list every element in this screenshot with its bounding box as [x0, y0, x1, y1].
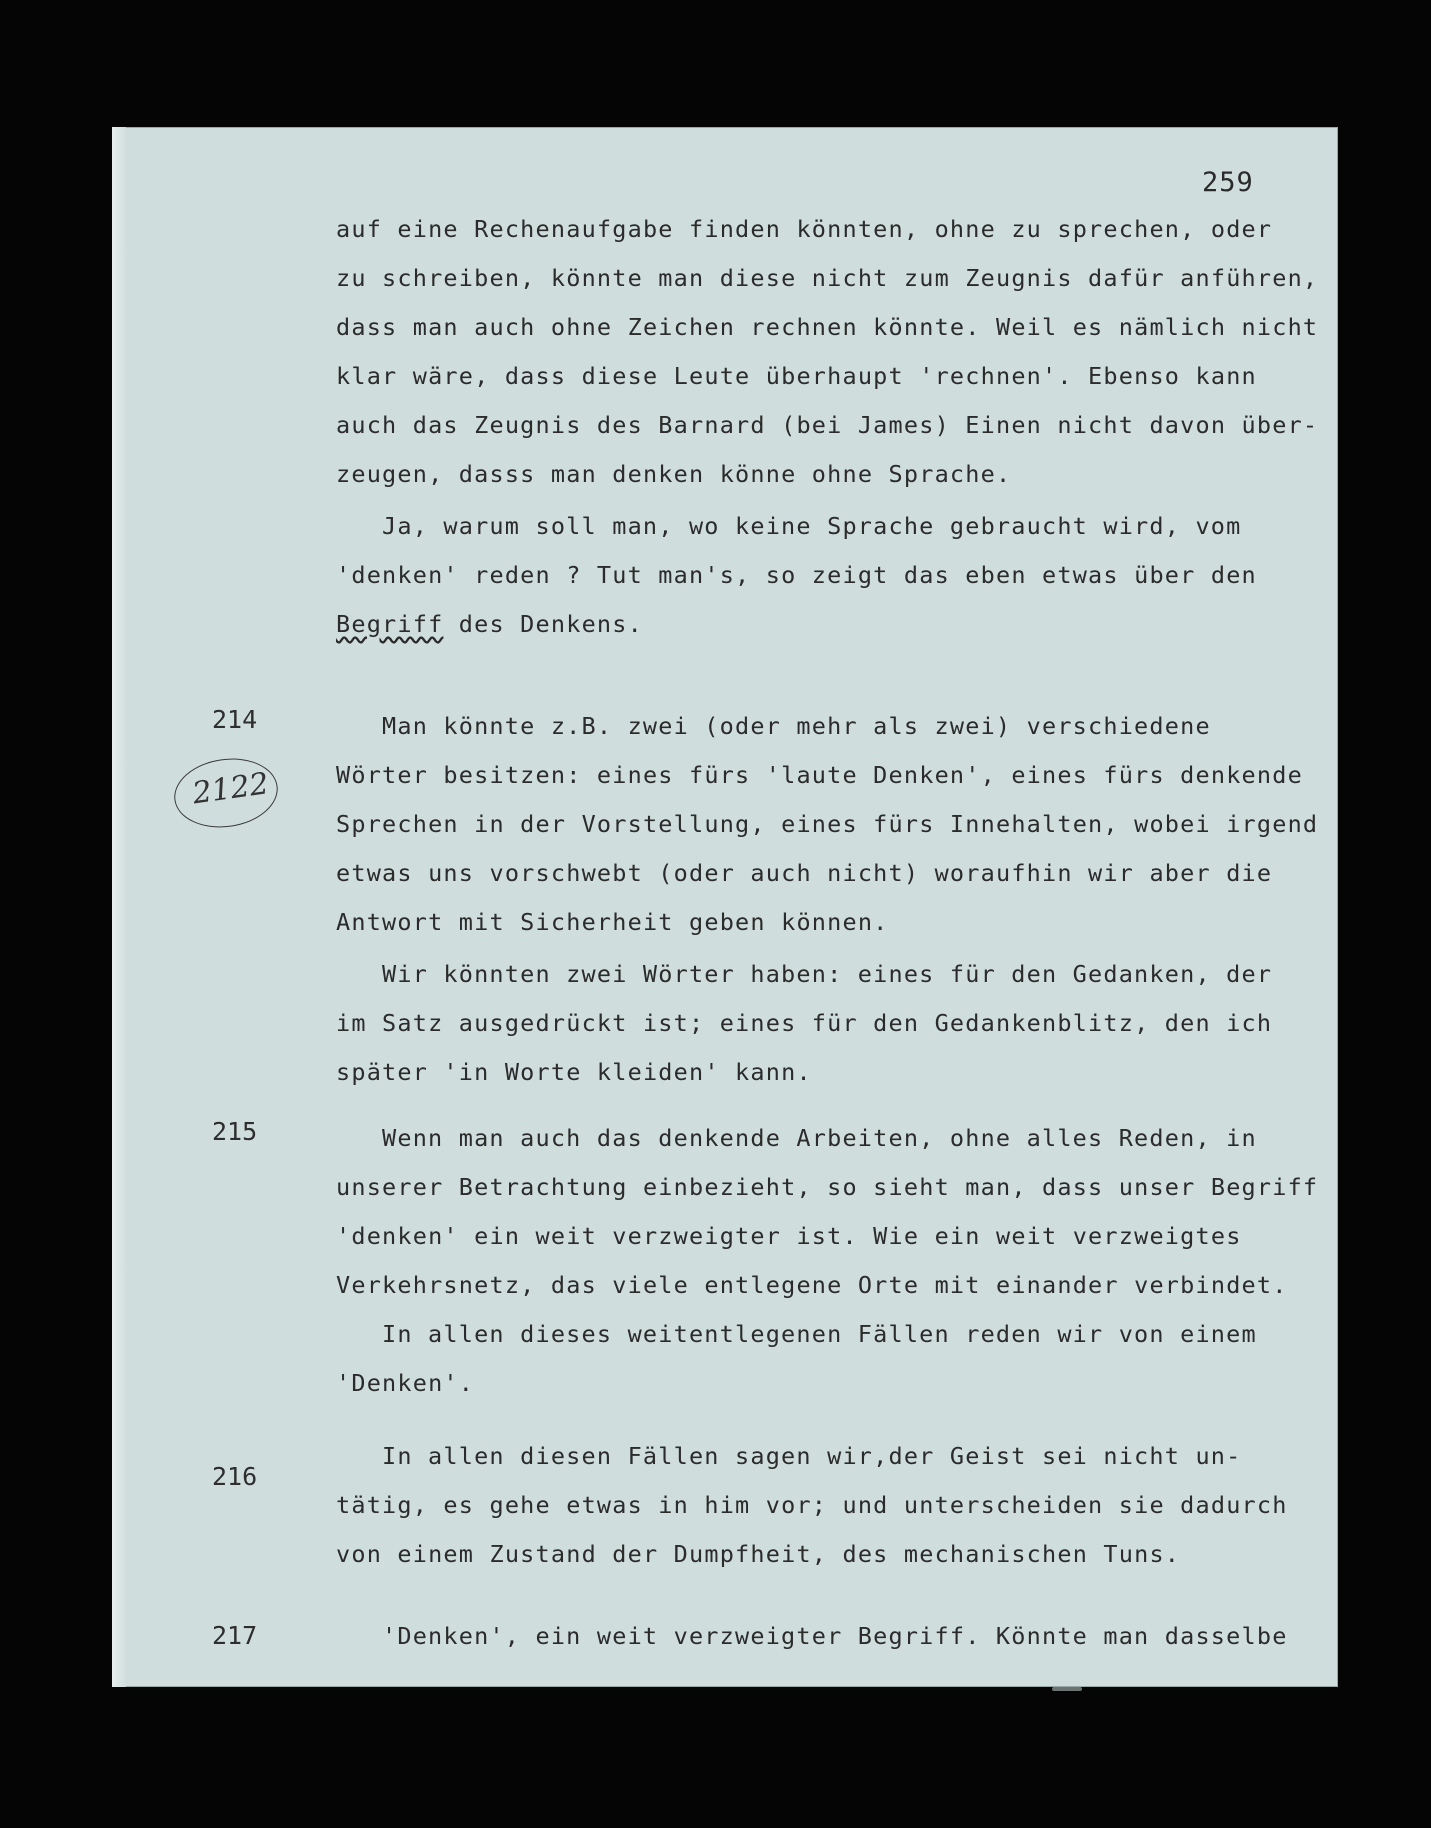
text-line: Wenn man auch das denkende Arbeiten, ohne alles Reden, in — [382, 1124, 1257, 1152]
text-line: auch das Zeugnis des Barnard (bei James) Einen nicht davon über- — [336, 411, 1319, 439]
text-line: tätig, es gehe etwas in him vor; und unterscheiden sie dadurch — [336, 1491, 1288, 1519]
margin-number: 216 — [212, 1462, 258, 1491]
text-line: Wir könnten zwei Wörter haben: eines für den Gedanken, der — [382, 960, 1273, 988]
text-line: im Satz ausgedrückt ist; eines für den Gedankenblitz, den ich — [336, 1009, 1273, 1037]
text-line: klar wäre, dass diese Leute überhaupt 'rechnen'. Ebenso kann — [336, 362, 1257, 390]
page-number: 259 — [1202, 167, 1254, 198]
text-line: 'Denken'. — [336, 1369, 475, 1397]
text-line: 'Denken', ein weit verzweigter Begriff. Könnte man dasselbe — [382, 1622, 1288, 1650]
typescript-page — [112, 127, 1338, 1687]
margin-number: 215 — [212, 1117, 258, 1146]
margin-number: 214 — [212, 705, 258, 734]
text-line: etwas uns vorschwebt (oder auch nicht) woraufhin wir aber die — [336, 859, 1273, 887]
text-line: Wörter besitzen: eines fürs 'laute Denken', eines fürs denkende — [336, 761, 1303, 789]
text-line: von einem Zustand der Dumpfheit, des mechanischen Tuns. — [336, 1540, 1181, 1568]
text-line: 'denken' reden ? Tut man's, so zeigt das eben etwas über den — [336, 561, 1257, 589]
ink-smudge — [1052, 1687, 1082, 1691]
text-line: In allen dieses weitentlegenen Fällen reden wir von einem — [382, 1320, 1257, 1348]
text-line: später 'in Worte kleiden' kann. — [336, 1058, 812, 1086]
text-line: unserer Betrachtung einbezieht, so sieht man, dass unser Begriff — [336, 1173, 1319, 1201]
text-line: 'denken' ein weit verzweigter ist. Wie ein weit verzweigtes — [336, 1222, 1242, 1250]
handwritten-reference — [170, 752, 282, 834]
text-line — [336, 610, 643, 638]
text-line: Verkehrsnetz, das viele entlegene Orte mit einander verbindet. — [336, 1271, 1288, 1299]
underlined-word: Begriff — [336, 610, 444, 638]
text-line: Sprechen in der Vorstellung, eines fürs Innehalten, wobei irgend — [336, 810, 1319, 838]
text-line: zu schreiben, könnte man diese nicht zum Zeugnis dafür anführen, — [336, 264, 1319, 292]
text-fragment: des Denkens. — [443, 610, 643, 638]
margin-number: 217 — [212, 1621, 258, 1650]
text-line: Ja, warum soll man, wo keine Sprache gebraucht wird, vom — [382, 512, 1242, 540]
text-line: Antwort mit Sicherheit geben können. — [336, 908, 889, 936]
text-line: In allen diesen Fällen sagen wir,der Geist sei nicht un- — [382, 1442, 1242, 1470]
text-line: zeugen, dasss man denken könne ohne Sprache. — [336, 460, 1012, 488]
handwritten-note: 2122 — [190, 766, 271, 812]
text-line: auf eine Rechenaufgabe finden könnten, ohne zu sprechen, oder — [336, 215, 1273, 243]
text-line: Man könnte z.B. zwei (oder mehr als zwei) verschiedene — [382, 712, 1211, 740]
text-line: dass man auch ohne Zeichen rechnen könnte. Weil es nämlich nicht — [336, 313, 1319, 341]
